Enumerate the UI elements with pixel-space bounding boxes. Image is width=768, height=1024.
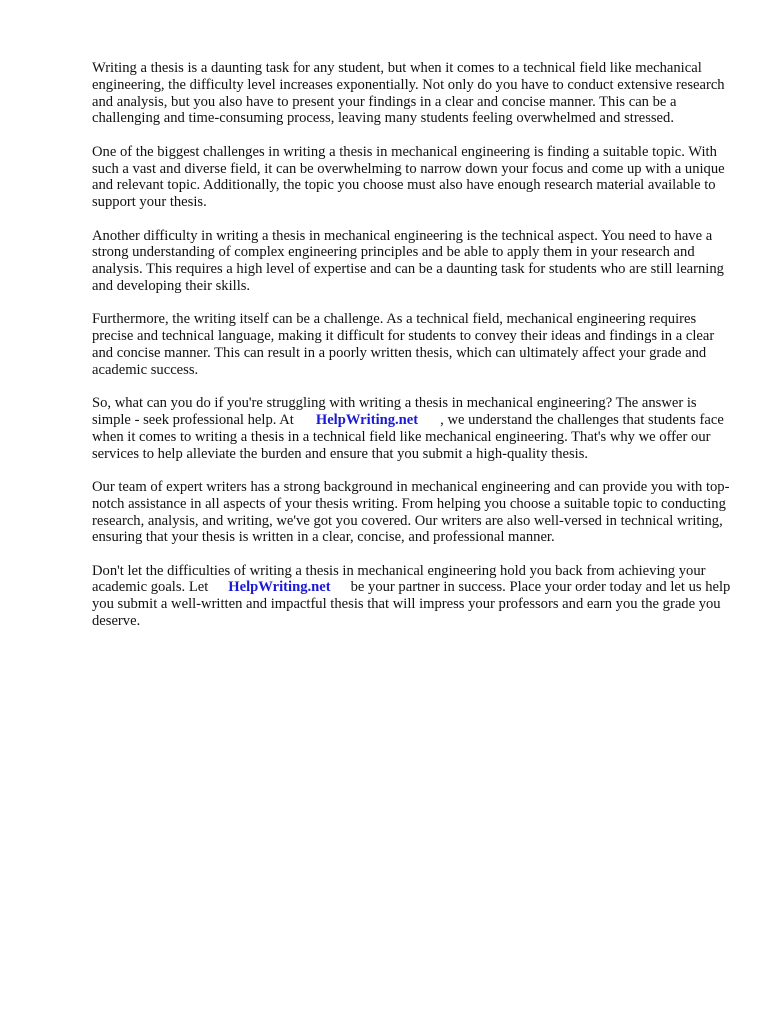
seek-help-text-before: So, what can you do if you're struggling with writing a thesis in mechanical engineering? The answer is simple - seek professional help. At <box>92 395 697 428</box>
paragraph-team: Our team of expert writers has a strong background in mechanical engineering and can provide you with top-notch assistance in all aspects of your thesis writing. From helping you choose a suitable topic to conducting research, analysis, and writing, we've got you covered. Our writers are also well-versed in technical writing, ensuring that your thesis is written in a clear, concise, and professional manner. <box>92 478 730 546</box>
seek-help-text-after: , we understand the challenges that students face when it comes to writing a thesis in a technical field like mechanical engineering. That's why we offer our services to help alleviate the burden and ensure that you submit a high-quality thesis. <box>92 411 724 462</box>
paragraph-intro: Writing a thesis is a daunting task for any student, but when it comes to a technical field like mechanical engineering, the difficulty level increases exponentially. Not only do you have to conduct extensive research and analysis, but you also have to present your findings in a clear and concise manner. This can be a challenging and time-consuming process, leaving many students feeling overwhelmed and stressed. <box>92 60 725 127</box>
paragraph-technical-aspect: Another difficulty in writing a thesis in mechanical engineering is the technical aspect. You need to have a strong understanding of complex engineering principles and be able to apply them in your research and analysis. This requires a high level of expertise and can be a daunting task for students who are still learning and developing their skills. <box>92 227 724 294</box>
closing-text-before: Don't let the difficulties of writing a thesis in mechanical engineering hold you back from achieving your academic goals. Let <box>92 562 706 596</box>
helpwriting-link-closing[interactable]: HelpWriting.net <box>228 579 331 596</box>
document-body <box>92 60 732 646</box>
paragraph-closing <box>92 563 732 630</box>
paragraph-seek-help <box>92 395 732 462</box>
closing-text-after: be your partner in success. Place your order today and let us help you submit a well-written and impactful thesis that will impress your professors and earn you the grade you deserve. <box>92 579 731 630</box>
paragraph-writing-challenge: Furthermore, the writing itself can be a challenge. As a technical field, mechanical engineering requires precise and technical language, making it difficult for students to convey their ideas and findings in a clear and concise manner. This can result in a poorly written thesis, which can ultimately affect your grade and academic success. <box>92 311 715 378</box>
paragraph-topic-challenge: One of the biggest challenges in writing a thesis in mechanical engineering is finding a suitable topic. With such a vast and diverse field, it can be overwhelming to narrow down your focus and come up with a unique and relevant topic. Additionally, the topic you choose must also have enough research material available to support your thesis. <box>92 143 725 211</box>
helpwriting-link[interactable]: HelpWriting.net <box>315 411 419 428</box>
